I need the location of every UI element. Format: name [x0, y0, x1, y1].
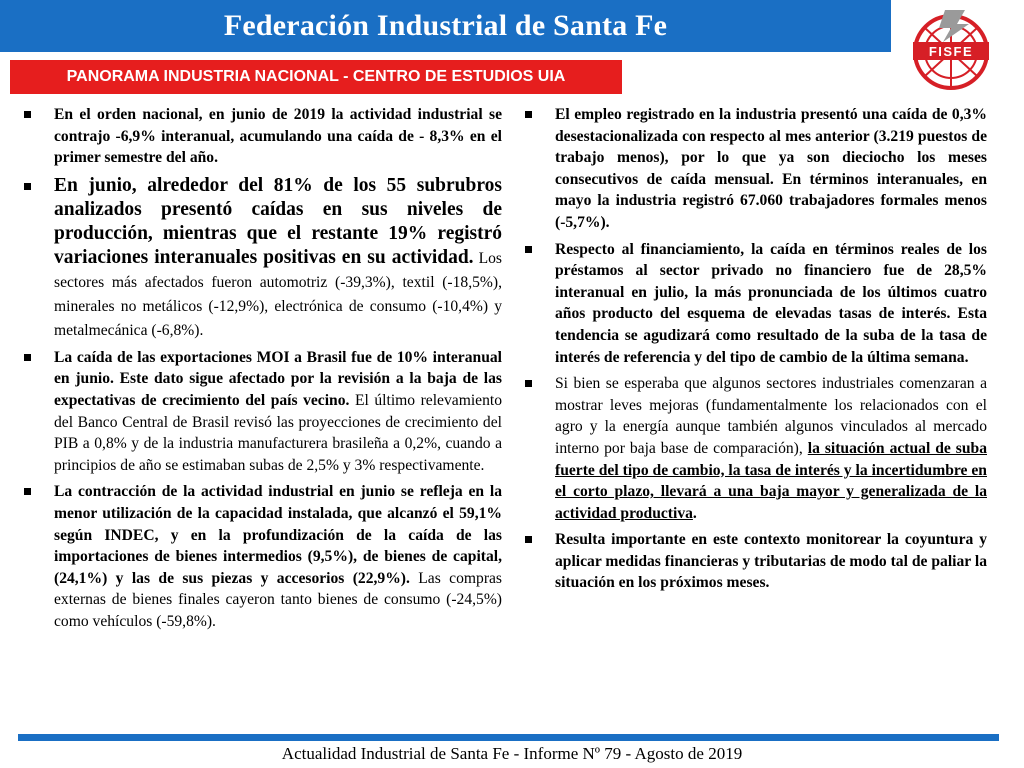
paragraph-bold: En junio, alrededor del 81% de los 55 subrubros analizados presentó caídas en sus niveles de producción, mientras que el restante 19% registró variaciones interanuales positivas en su actividad. [54, 174, 502, 268]
bullet-icon [24, 111, 31, 118]
paragraph-bold: La caída de las exportaciones MOI a Brasil fue de 10% interanual en junio. Este dato sigue afectado por la revisión a la baja de las expectativas de crecimiento del país vecino. [54, 348, 502, 409]
bullet-icon [525, 246, 532, 253]
list-item [20, 174, 502, 342]
paragraph-text: Los sectores más afectados fueron automotriz (-39,3%), textil (-18,5%), minerales no metálicos (-12,9%), electrónica de consumo (-10,4%) y metalmecánica (-6,8%). [54, 249, 502, 339]
subtitle-banner [10, 60, 622, 94]
bullet-icon [24, 183, 31, 190]
bullet-icon [525, 380, 532, 387]
bullet-icon [525, 111, 532, 118]
right-column [521, 104, 987, 599]
bullet-icon [525, 536, 532, 543]
list-item [20, 104, 502, 169]
left-column [20, 104, 502, 638]
paragraph-text: Si bien se esperaba que algunos sectores industriales comenzaran a mostrar leves mejoras (fundamentalmente los relacionados con el agro y la energía aunque también algunos vinculados al mercado interno por baja base de comparación), [555, 375, 987, 457]
section-subtitle: PANORAMA INDUSTRIA NACIONAL - CENTRO DE ESTUDIOS UIA [66, 68, 566, 85]
paragraph-text: Las compras externas de bienes finales cayeron tanto bienes de consumo (-24,5%) como vehículos (-59,8%). [54, 569, 503, 630]
list-item [521, 529, 987, 594]
logo-text: FISFE [928, 44, 974, 59]
list-item [20, 347, 502, 477]
paragraph-bold: La contracción de la actividad industrial en junio se refleja en la menor utilización de la capacidad instalada, que alcanzó el 59,1% según INDEC, y en la profundización de la caída de las importaciones de bienes intermedios (9,5%), de bienes de capital, (24,1%) y las de sus piezas y accesorios (22,9%). [54, 483, 502, 587]
bullet-icon [24, 488, 31, 495]
list-item [521, 373, 987, 524]
list-item [521, 239, 987, 369]
paragraph-bold: Respecto al financiamiento, la caída en términos reales de los préstamos al sector privado no financiero fue de 28,5% interanual en julio, la más pronunciada de los últimos cuatro años producto del esquema de elevadas tasas de interés. Esta tendencia se agudizará como resultado de la suba de la tasa de interés de referencia y del tipo de cambio de la última semana. [555, 240, 987, 366]
footer-text: Actualidad Industrial de Santa Fe - Informe Nº 79 - Agosto de 2019 [281, 744, 743, 763]
list-item [521, 104, 987, 234]
paragraph-text: En el orden nacional, en junio de 2019 la actividad industrial se contrajo -6,9% interanual, acumulando una caída de - 8,3% en el primer semestre del año. [54, 106, 502, 167]
paragraph-bold: Resulta importante en este contexto monitorear la coyuntura y aplicar medidas financieras y tributarias de modo tal de paliar la situación en los próximos meses. [555, 531, 987, 592]
paragraph-bold: El empleo registrado en la industria presentó una caída de 0,3% desestacionalizada con respecto al mes anterior (3.219 puestos de trabajo menos), por lo que ya son dieciocho los meses consecutivos de caída mensual. En términos interanuales, en mayo la industria registró 67.060 trabajadores formales menos (-5,7%). [555, 106, 987, 231]
footer-divider [18, 734, 999, 741]
fisfe-logo-icon [905, 8, 997, 92]
bullet-icon [24, 354, 31, 361]
paragraph-text: El último relevamiento del Banco Central de Brasil revisó las proyecciones de crecimiento del PIB a 0,8% y de la industria manufacturera brasileña a 0,2%, cuando a principios de año se estimaban subas de 2,5% y 3% respectivamente. [54, 391, 502, 474]
paragraph-end: . [692, 504, 697, 522]
page-title: Federación Industrial de Santa Fe [223, 9, 668, 42]
title-banner [0, 0, 891, 52]
paragraph-underlined: la situación actual de suba fuerte del tipo de cambio, la tasa de interés y la incertidumbre en el corto plazo, llevará a una baja mayor y generalizada de la actividad productiva [555, 439, 987, 522]
list-item [20, 481, 502, 632]
